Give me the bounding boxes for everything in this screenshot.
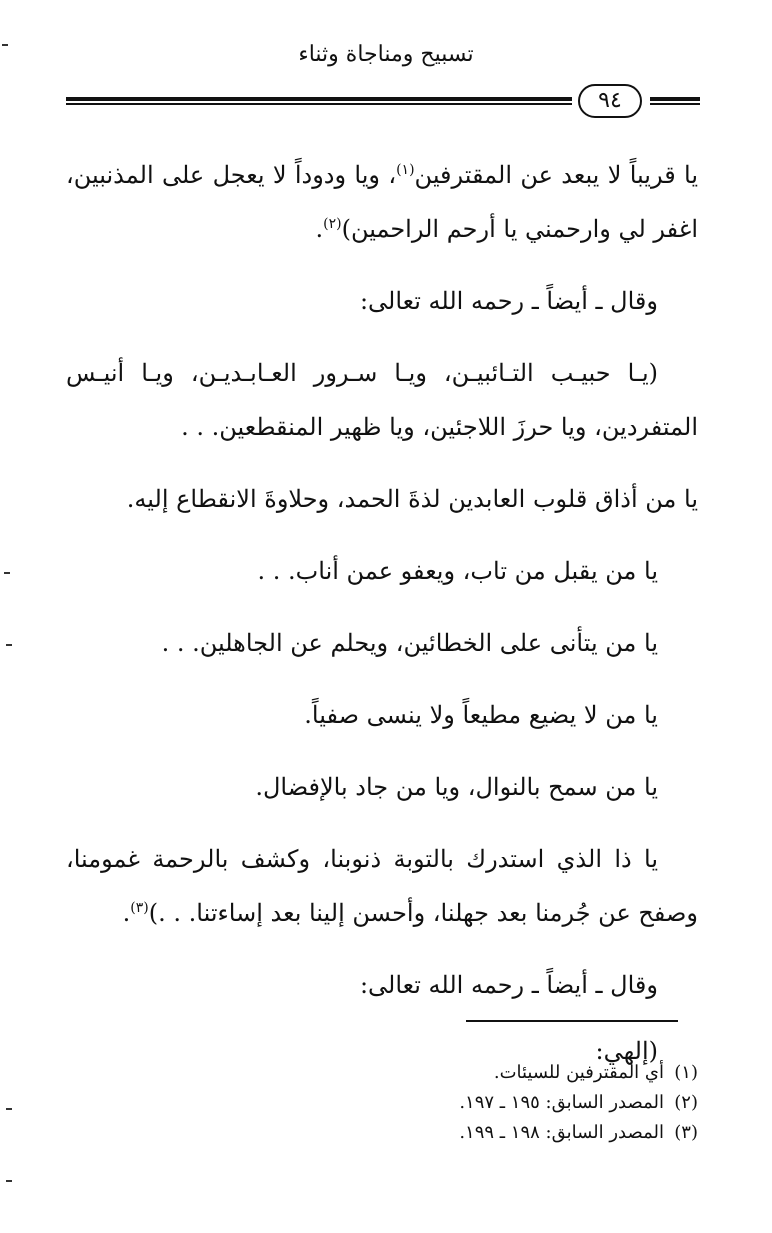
footnote-separator (466, 1020, 678, 1022)
footnote-1 (300, 1058, 698, 1088)
footnote-2-text: المصدر السابق: ١٩٥ ـ ١٩٧. (459, 1092, 664, 1113)
header-rule (60, 84, 700, 124)
main-text (66, 148, 698, 1096)
paragraph-1 (66, 148, 698, 256)
paragraph-1-text-c: . (315, 215, 324, 243)
footnote-ref-3[interactable]: (٣) (130, 900, 149, 916)
paragraph-8: يا من سمح بالنوال، ويا من جاد بالإفضال. (255, 773, 658, 801)
paragraph-3: (يـا حبيـب التـائبيـن، ويـا سـرور العـابـديـن، ويـا أنيـس المتفردين، ويا حرزَ اللاجئين، ويا ظهير المنقطعين. . . (66, 359, 698, 441)
margin-mark (6, 644, 12, 646)
running-title: تسبيح ومناجاة وثناء (298, 42, 474, 67)
footnote-2-number: (٢) (674, 1092, 698, 1113)
paragraph-6: يا من يتأنى على الخطائين، ويحلم عن الجاهلين. . . (161, 629, 658, 657)
paragraph-1-text-a: يا قريباً لا يبعد عن المقترفين (414, 161, 698, 189)
paragraph-11: (إلهي: (595, 1037, 658, 1065)
paragraph-1-text-b: ، ويا ودوداً لا يعجل على المذنبين، اغفر لي وارحمني يا أرحم الراحمين) (66, 161, 698, 243)
margin-mark (2, 44, 8, 46)
footnotes (300, 1058, 698, 1148)
footnote-3-number: (٣) (674, 1122, 698, 1143)
footnote-1-number: (١) (674, 1062, 698, 1083)
footnote-1-text: أي المقترفين للسيئات. (493, 1062, 664, 1083)
paragraph-7: يا من لا يضيع مطيعاً ولا ينسى صفياً. (304, 701, 658, 729)
paragraph-10: وقال ـ أيضاً ـ رحمه الله تعالى: (359, 971, 658, 999)
paragraph-9 (66, 832, 698, 940)
margin-mark (6, 1180, 12, 1182)
footnote-3 (300, 1118, 698, 1148)
margin-mark (4, 572, 10, 574)
paragraph-2: وقال ـ أيضاً ـ رحمه الله تعالى: (359, 287, 658, 315)
footnote-ref-2[interactable]: (٢) (323, 216, 342, 232)
footnote-ref-1[interactable]: (١) (396, 162, 415, 178)
footnote-3-text: المصدر السابق: ١٩٨ ـ ١٩٩. (459, 1122, 664, 1143)
footnote-2 (300, 1088, 698, 1118)
header-rule-left-line (66, 97, 572, 105)
paragraph-9-text-b: . (122, 899, 131, 927)
paragraph-5: يا من يقبل من تاب، ويعفو عمن أناب. . . (257, 557, 658, 585)
margin-mark (6, 1108, 12, 1110)
header-rule-right-line (650, 97, 700, 105)
paragraph-4: يا من أذاق قلوب العابدين لذةَ الحمد، وحلاوةَ الانقطاع إليه. (126, 485, 698, 513)
page-number: ٩٤ (578, 84, 642, 118)
paragraph-9-text-a: يا ذا الذي استدرك بالتوبة ذنوبنا، وكشف بالرحمة غمومنا، وصفح عن جُرمنا بعد جهلنا، وأحسن إلينا بعد إساءتنا. . .) (66, 845, 698, 927)
